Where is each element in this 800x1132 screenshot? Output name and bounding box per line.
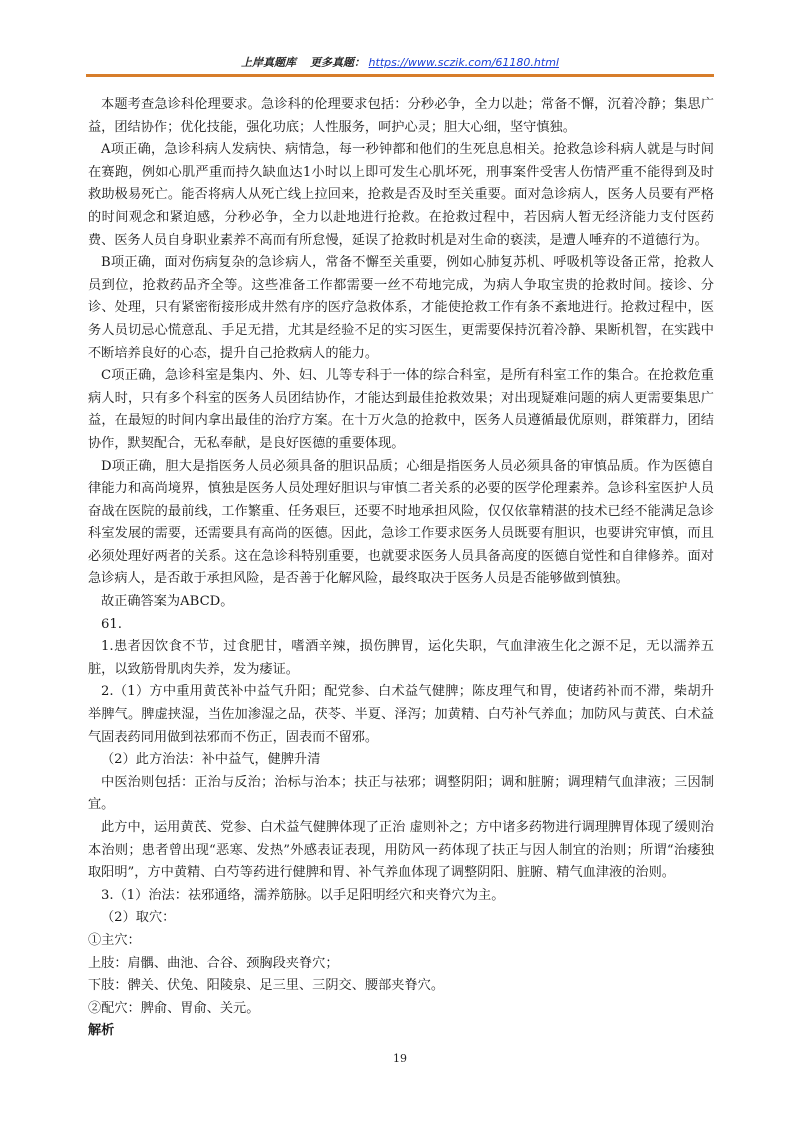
site-name: 上岸真题库 bbox=[241, 56, 297, 69]
treatment-principles: 中医治则包括：正治与反治；治标与治本；扶正与祛邪；调整阴阳；调和脏腑；调理精气血津液；三因制宜。 bbox=[88, 774, 714, 813]
question-number: 61. bbox=[101, 616, 122, 632]
paragraph-option-a: A项正确，急诊科病人发病快、病情急，每一秒钟都和他们的生死息息相关。抢救急诊科病人就是与时间在赛跑，例如心肌严重而持久缺血达1小时以上即可发生心肌坏死，刑事案件受害人伤情严重不能得到及时救助极易死亡。能否将病人从死亡线上拉回来，抢救是否及时至关重要。面对急诊病人，医务人员要有严格的时间观念和紧迫感，分秒必争，全力以赴地进行抢救。在抢救过程中，若因病人暂无经济能力支付医药费、医务人员自身职业素养不高而有所怠慢，延误了抢救时机是对生命的亵渎，是遭人唾弃的不道德行为。 bbox=[88, 142, 714, 248]
main-points-label: ①主穴： bbox=[88, 932, 141, 948]
lower-limb-points: 下肢：髀关、伏兔、阳陵泉、足三里、三阴交、腰部夹脊穴。 bbox=[88, 978, 445, 994]
answer-line: 故正确答案为ABCD。 bbox=[101, 594, 234, 610]
source-link[interactable]: https://www.sczik.com/61180.html bbox=[368, 56, 559, 69]
principle-analysis: 此方中，运用黄芪、党参、白术益气健脾体现了正治 虚则补之；方中诸多药物进行调理脾胃体现了缓则治本治则；患者曾出现“恶寒、发热”外感表证表现，用防风一药体现了扶正与因人制宜的治则；所谓“治痿独取阳明”，方中黄精、白芍等药进行健脾和胃、补气养血体现了调整阴阳、脏腑、精气血津液的治则。 bbox=[88, 820, 714, 881]
secondary-points: ②配穴：脾俞、胃俞、关元。 bbox=[88, 1000, 260, 1016]
paragraph-option-c: C项正确，急诊科室是集内、外、妇、儿等专科于一体的综合科室，是所有科室工作的集合。在抢救危重病人时，只有多个科室的医务人员团结协作，才能达到最佳抢救效果；对出现疑难问题的病人更需要集思广益，在最短的时间内拿出最佳的治疗方案。在十万火急的抢救中，医务人员遵循最优原则，群策群力，团结协作，默契配合，无私奉献，是良好医德的重要体现。 bbox=[88, 368, 714, 451]
paragraph-option-b: B项正确，面对伤病复杂的急诊病人，常备不懈至关重要，例如心肺复苏机、呼吸机等设备正常，抢救人员到位，抢救药品齐全等。这些准备工作都需要一丝不苟地完成，为病人争取宝贵的抢救时间。接诊、分诊、处理，只有紧密衔接形成井然有序的医疗急救体系，才能使抢救工作有条不紊地进行。抢救过程中，医务人员切忌心慌意乱、手足无措，尤其是经验不足的实习医生，更需要保持沉着冷静、果断机智，在实践中不断培养良好的心态，提升自己抢救病人的能力。 bbox=[88, 255, 714, 361]
answer-part-2-2: （2）此方治法：补中益气，健脾升清 bbox=[101, 752, 321, 768]
analysis-heading: 解析 bbox=[88, 1023, 115, 1039]
header-divider bbox=[86, 74, 714, 77]
more-label: 更多真题： bbox=[310, 56, 366, 69]
page-header bbox=[0, 54, 800, 76]
paragraph-intro: 本题考查急诊科伦理要求。急诊科的伦理要求包括：分秒必争，全力以赴；常备不懈，沉着冷静；集思广益，团结协作；优化技能，强化功底；人性服务，呵护心灵；胆大心细，坚守慎独。 bbox=[88, 97, 714, 135]
answer-part-2-1: 2.（1）方中重用黄芪补中益气升阳；配党参、白术益气健脾；陈皮理气和胃，使诸药补而不滞，柴胡升举脾气。脾虚挟湿，当佐加渗湿之品，茯苓、半夏、泽泻；加黄精、白芍补气养血；加防风与黄芪、白术益气固表药同用做到祛邪而不伤正，固表而不留邪。 bbox=[88, 684, 714, 745]
page-number: 19 bbox=[393, 1052, 407, 1065]
document-body bbox=[88, 94, 714, 1043]
answer-part-3-1: 3.（1）治法：祛邪通络，濡养筋脉。以手足阳明经穴和夹脊穴为主。 bbox=[101, 887, 505, 903]
paragraph-option-d: D项正确，胆大是指医务人员必须具备的胆识品质；心细是指医务人员必须具备的审慎品质。作为医德自律能力和高尚境界，慎独是医务人员处理好胆识与审慎二者关系的必要的医学伦理素养。急诊科室医护人员奋战在医院的最前线，工作繁重、任务艰巨，还要不时地承担风险，仅仅依靠精湛的技术已经不能满足急诊科室发展的需要，还需要具有高尚的医德。因此，急诊工作要求医务人员既要有胆识，也要讲究审慎，而且必须处理好两者的关系。这在急诊科特别重要，也就要求医务人员具备高度的医德自觉性和自律修养。面对急诊病人，是否敢于承担风险，是否善于化解风险，最终取决于医务人员是否能够做到慎独。 bbox=[88, 458, 714, 587]
answer-part-3-2: （2）取穴： bbox=[101, 910, 176, 926]
upper-limb-points: 上肢：肩髃、曲池、合谷、颈胸段夹脊穴； bbox=[88, 955, 339, 971]
answer-part-1: 1.患者因饮食不节，过食肥甘，嗜酒辛辣，损伤脾胃，运化失职，气血津液生化之源不足，无以濡养五脏，以致筋骨肌肉失养，发为痿证。 bbox=[88, 639, 714, 677]
